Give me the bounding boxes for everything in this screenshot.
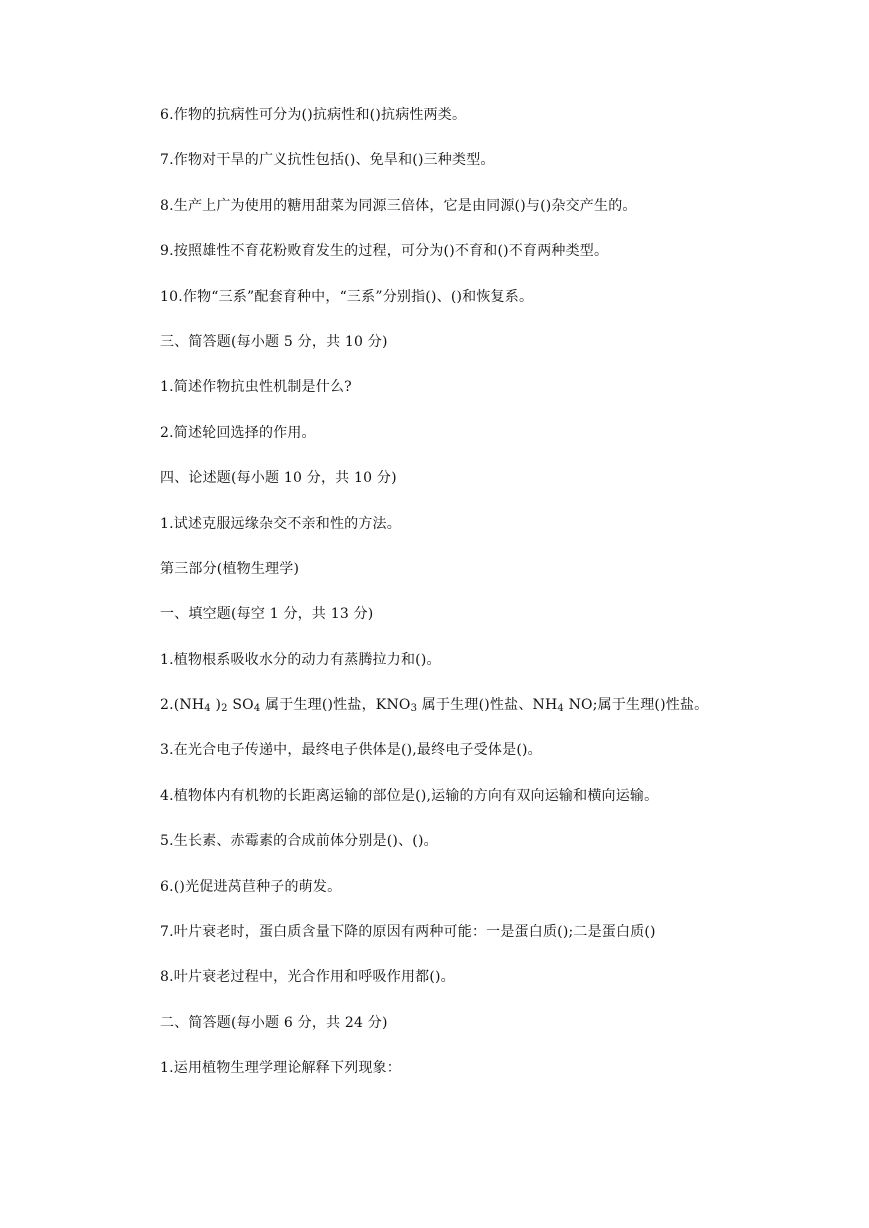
question-line: 8.生产上广为使用的糖用甜菜为同源三倍体，它是由同源()与()杂交产生的。: [160, 197, 637, 214]
formula-subscript: 4: [204, 703, 211, 715]
question-line: 7.作物对干旱的广义抗性包括()、免旱和()三种类型。: [160, 152, 495, 169]
part-heading: 第三部分(植物生理学): [160, 560, 300, 577]
question-line-formula: [160, 693, 800, 738]
section-heading: 二、简答题(每小题 6 分，共 24 分): [160, 1014, 388, 1031]
question-line: 9.按照雄性不育花粉败育发生的过程，可分为()不育和()不育两种类型。: [160, 243, 609, 260]
question-line: 1.运用植物生理学理论解释下列现象：: [160, 1060, 401, 1077]
section-heading: 三、简答题(每小题 5 分，共 10 分): [160, 333, 388, 350]
formula-text: 属于生理()性盐、NH: [417, 697, 558, 714]
question-line: 6.()光促进莴苣种子的萌发。: [160, 878, 342, 895]
question-line: 6.作物的抗病性可分为()抗病性和()抗病性两类。: [160, 107, 467, 123]
document-body: [160, 103, 800, 1102]
question-line: 2.简述轮回选择的作用。: [160, 424, 316, 441]
question-line: 10.作物“三系”配套育种中，“三系”分别指()、()和恢复系。: [160, 288, 534, 305]
question-line: 8.叶片衰老过程中，光合作用和呼吸作用都()。: [160, 969, 455, 986]
formula-text: ): [210, 697, 222, 714]
formula-subscript: 3: [410, 703, 418, 715]
formula-text: SO: [227, 697, 254, 714]
section-heading: 一、填空题(每空 1 分，共 13 分): [160, 606, 374, 623]
question-line: 1.试述克服远缘杂交不亲和性的方法。: [160, 515, 401, 532]
formula-prefix: 2.(NH: [160, 697, 205, 714]
section-heading: 四、论述题(每小题 10 分，共 10 分): [160, 470, 397, 487]
question-line: 5.生长素、赤霉素的合成前体分别是()、()。: [160, 833, 438, 850]
question-line: 1.简述作物抗虫性机制是什么?: [160, 379, 352, 396]
question-line: 3.在光合电子传递中，最终电子供体是(),最终电子受体是()。: [160, 742, 542, 759]
question-line: 1.植物根系吸收水分的动力有蒸腾拉力和()。: [160, 651, 441, 668]
formula-suffix: NO;属于生理()性盐。: [563, 697, 709, 714]
question-line: 7.叶片衰老时，蛋白质含量下降的原因有两种可能：一是蛋白质();二是蛋白质(): [160, 924, 656, 941]
formula-subscript: 2: [221, 703, 228, 715]
formula-subscript: 4: [253, 703, 261, 715]
question-line: 4.植物体内有机物的长距离运输的部位是(),运输的方向有双向运输和横向运输。: [160, 787, 659, 804]
formula-subscript: 4: [557, 703, 564, 715]
formula-text: 属于生理()性盐，KNO: [260, 697, 411, 714]
